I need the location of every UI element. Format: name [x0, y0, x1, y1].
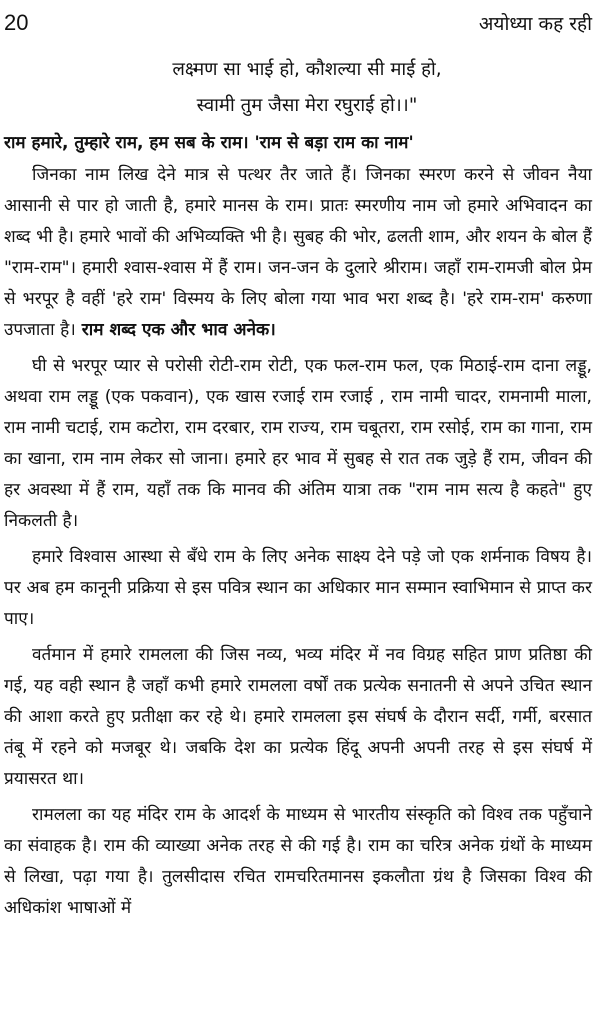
- paragraph: रामलला का यह मंदिर राम के आदर्श के माध्यम से भारतीय संस्कृति को विश्व तक पहुँचाने का संवाहक है। राम की व्याख्या अनेक तरह से की गई है। राम का चरित्र अनेक ग्रंथों के माध्यम से लिखा, पढ़ा गया है। तुलसीदास रचित रामचरितमानस इकलौता ग्रंथ है जिसका विश्व की अधिकांश भाषाओं में: [4, 805, 592, 918]
- paragraph: [4, 160, 592, 346]
- page-header: [4, 10, 592, 40]
- page-body: [4, 52, 592, 924]
- paragraph-bold-text: राम शब्द एक और भाव अनेक।: [75, 320, 276, 340]
- paragraph-text: जिनका नाम लिख देने मात्र से पत्थर तैर जाते हैं। जिनका स्मरण करने से जीवन नैया आसानी से पार हो जाती है, हमारे मानस के राम। प्रातः स्मरणीय नाम जो हमारे अभिवादन का शब्द भी है। हमारे भावों की अभिव्यक्ति भी है। सुबह की भोर, ढलती शाम, और शयन के बोल हैं "राम-राम"। हमारी श्वास-श्वास में हैं राम। जन-जन के दुलारे श्रीराम। जहाँ राम-रामजी बोल प्रेम से भरपूर है वहीं 'हरे राम' विस्मय के लिए बोला गया भाव भरा शब्द है। 'हरे राम-राम' करुणा उपजाता है।: [4, 165, 592, 340]
- paragraph: हमारे विश्वास आस्था से बँधे राम के लिए अनेक साक्ष्य देने पड़े जो एक शर्मनाक विषय है। पर अब हम कानूनी प्रक्रिया से इस पवित्र स्थान का अधिकार मान सम्मान स्वाभिमान से प्राप्त कर पाए।: [4, 547, 592, 629]
- verse-block: [4, 52, 592, 124]
- paragraph: वर्तमान में हमारे रामलला की जिस नव्य, भव्य मंदिर में नव विग्रह सहित प्राण प्रतिष्ठा की गई, यह वही स्थान है जहाँ कभी हमारे रामलला वर्षों तक प्रत्येक सनातनी से अपने उचित स्थान की आशा करते हुए प्रतीक्षा कर रहे थे। हमारे रामलला इस संघर्ष के दौरान सर्दी, गर्मी, बरसात तंबू में रहने को मजबूर थे। जबकि देश का प्रत्येक हिंदू अपनी अपनी तरह से इस संघर्ष में प्रयासरत था।: [4, 645, 592, 789]
- verse-line: स्वामी तुम जैसा मेरा रघुराई हो।।": [196, 95, 418, 116]
- verse-line: लक्ष्मण सा भाई हो, कौशल्या सी माई हो,: [172, 59, 442, 80]
- running-head: अयोध्या कह रही: [478, 13, 592, 35]
- section-heading: राम हमारे, तुम्हारे राम, हम सब के राम। 'राम से बड़ा राम का नाम': [4, 133, 414, 153]
- paragraph: घी से भरपूर प्यार से परोसी रोटी-राम रोटी, एक फल-राम फल, एक मिठाई-राम दाना लड्डू, अथवा राम लड्डू (एक पकवान), एक खास रजाई राम रजाई , राम नामी चादर, रामनामी माला, राम नामी चटाई, राम कटोरा, राम दरबार, राम राज्य, राम चबूतरा, राम रसोई, राम का गाना, राम का खाना, राम नाम लेकर सो जाना। हमारे हर भाव में सुबह से रात तक जुड़े हैं राम, जीवन की हर अवस्था में हैं राम, यहाँ तक कि मानव की अंतिम यात्रा तक "राम नाम सत्य है कहते" हुए निकलती है।: [4, 356, 592, 531]
- page-number: 20: [4, 10, 29, 35]
